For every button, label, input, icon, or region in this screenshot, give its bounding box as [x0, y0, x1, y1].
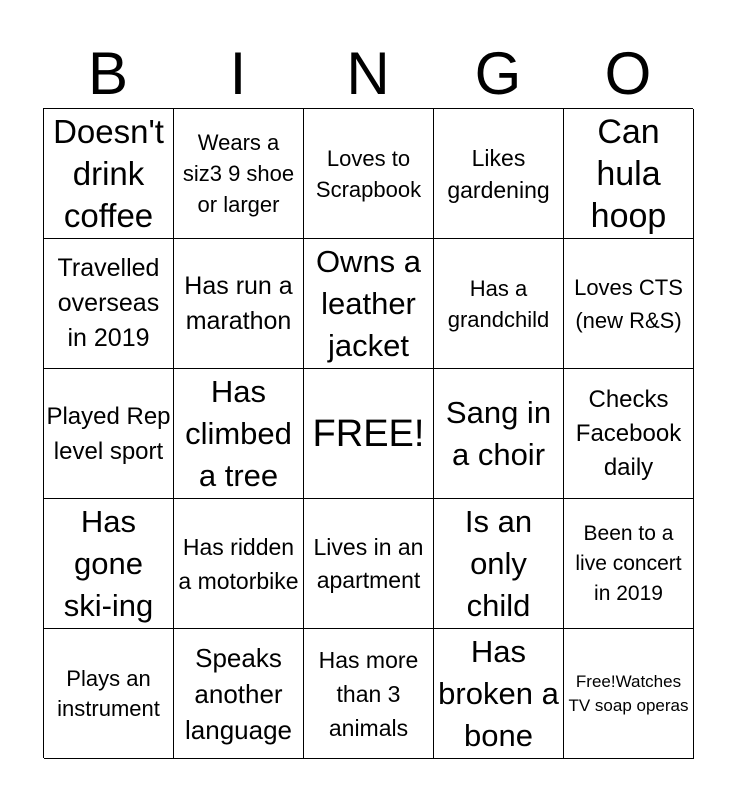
cell-text: FREE! — [312, 412, 425, 455]
cell-text: Played Rep level sport — [46, 402, 171, 465]
cell-text: Doesn't drink coffee — [53, 112, 164, 234]
header-letter-b: B — [87, 40, 129, 107]
bingo-cell[interactable] — [434, 369, 564, 499]
bingo-cell[interactable] — [174, 629, 304, 759]
bingo-cell[interactable] — [564, 109, 694, 239]
bingo-cell[interactable] — [44, 369, 174, 499]
bingo-cell[interactable] — [434, 629, 564, 759]
cell-text: Has ridden a motorbike — [178, 533, 299, 594]
bingo-cell[interactable] — [564, 369, 694, 499]
bingo-board — [43, 108, 693, 758]
cell-text: Been to a live concert in 2019 — [575, 521, 682, 605]
cell-text: Owns a leather jacket — [315, 243, 422, 363]
header-letter-n: N — [346, 40, 390, 107]
cell-text: Loves CTS (new R&S) — [574, 274, 683, 333]
bingo-cell[interactable] — [304, 239, 434, 369]
bingo-cell[interactable] — [174, 109, 304, 239]
bingo-cell[interactable] — [174, 369, 304, 499]
bingo-cell[interactable] — [44, 239, 174, 369]
cell-text: Plays an instrument — [57, 665, 160, 721]
cell-text: Sang in a choir — [445, 394, 552, 472]
cell-text: Is an only child — [464, 503, 533, 623]
bingo-cell[interactable] — [304, 629, 434, 759]
cell-text: Lives in an apartment — [313, 533, 424, 593]
cell-text: Has broken a bone — [438, 633, 559, 753]
cell-text: Has more than 3 animals — [318, 646, 419, 741]
header-letter-g: G — [474, 40, 522, 107]
bingo-header — [43, 40, 693, 108]
free-cell[interactable] — [304, 369, 434, 499]
cell-text: Travelled overseas in 2019 — [57, 254, 160, 352]
cell-text: Checks Facebook daily — [575, 385, 682, 481]
cell-text: Has gone ski-ing — [63, 503, 154, 623]
bingo-cell[interactable] — [174, 499, 304, 629]
cell-text: Has climbed a tree — [185, 373, 292, 493]
cell-text: Loves to Scrapbook — [315, 145, 422, 202]
cell-text: Wears a siz3 9 shoe or larger — [182, 130, 295, 217]
bingo-cell[interactable] — [434, 239, 564, 369]
bingo-cell[interactable] — [44, 499, 174, 629]
bingo-cell[interactable] — [304, 109, 434, 239]
bingo-cell[interactable] — [174, 239, 304, 369]
bingo-cell[interactable] — [434, 109, 564, 239]
bingo-cell[interactable] — [564, 239, 694, 369]
bingo-cell[interactable] — [564, 499, 694, 629]
bingo-cell[interactable] — [304, 499, 434, 629]
cell-text: Can hula hoop — [590, 112, 667, 235]
header-letter-o: O — [604, 40, 652, 107]
header-letter-i: I — [229, 40, 247, 107]
cell-text: Speaks another language — [185, 642, 292, 745]
bingo-cell[interactable] — [434, 499, 564, 629]
bingo-cell[interactable] — [564, 629, 694, 759]
cell-text: Free!Watches TV soap operas — [568, 671, 689, 715]
cell-text: Has run a marathon — [184, 271, 293, 335]
cell-text: Likes gardening — [447, 144, 550, 203]
bingo-cell[interactable] — [44, 629, 174, 759]
bingo-cell[interactable] — [44, 109, 174, 239]
cell-text: Has a grandchild — [447, 275, 550, 332]
